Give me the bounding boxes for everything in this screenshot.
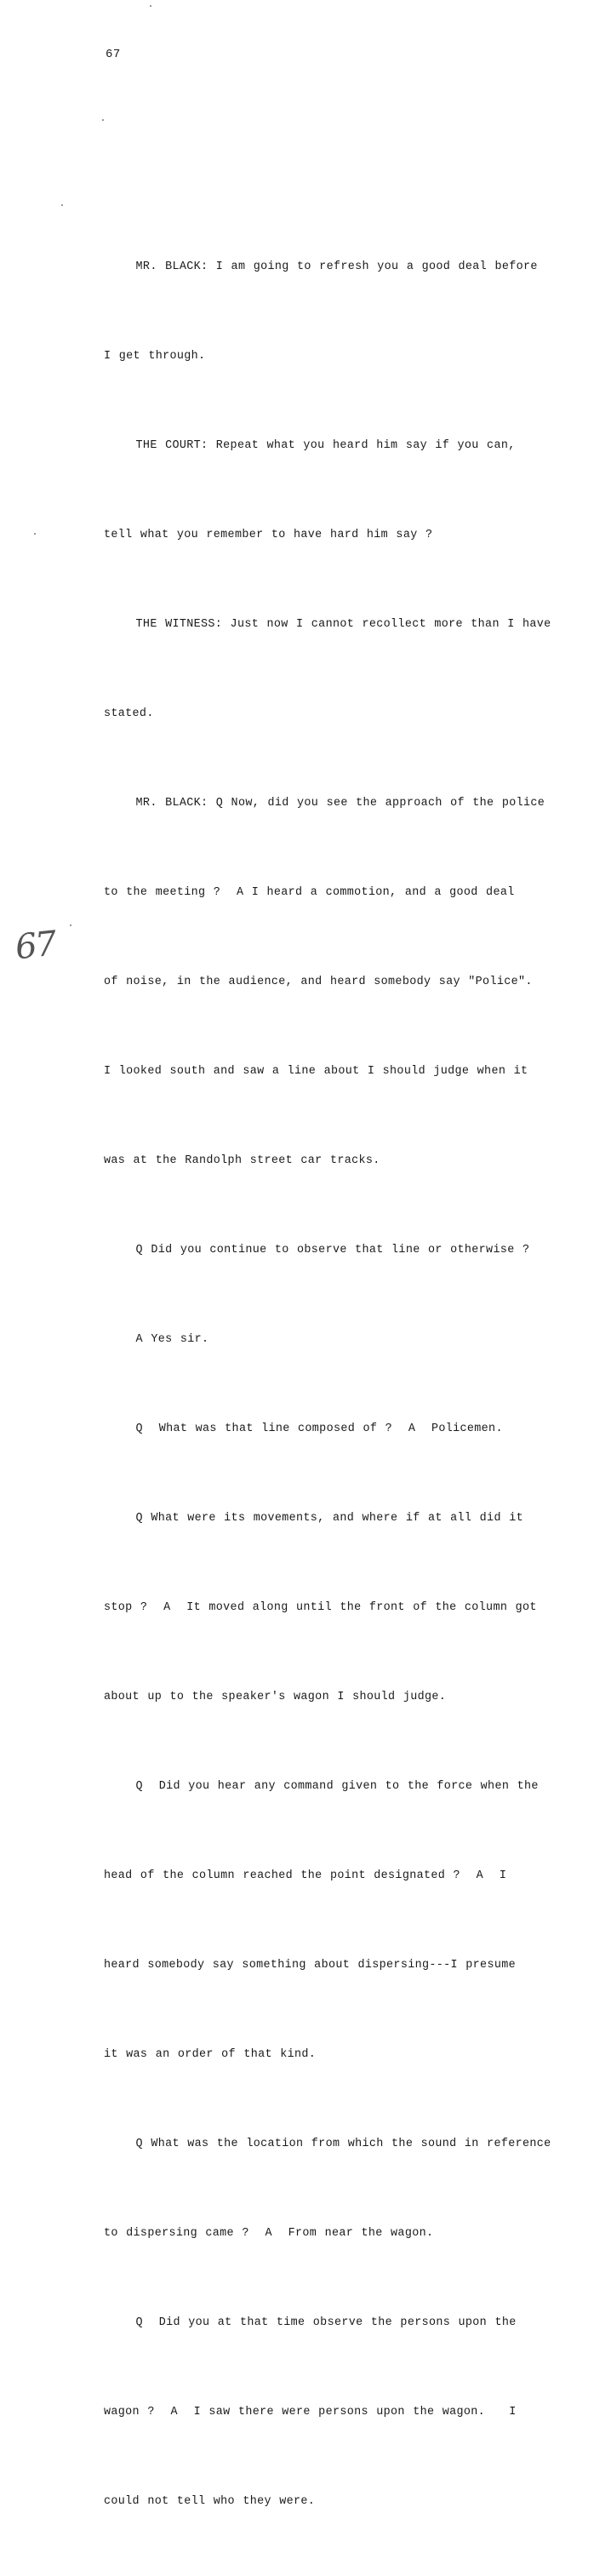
handwritten-page-number: 67: [13, 924, 58, 968]
transcript-line: stated.: [104, 707, 154, 720]
transcript-line: Q What was that line composed of ? A Policemen.: [104, 1423, 503, 1435]
transcript-line: Q Did you hear any command given to the force when the: [104, 1780, 539, 1793]
transcript-line: THE WITNESS: Just now I cannot recollect more than I have: [104, 618, 551, 631]
transcript-line: wagon ? A I saw there were persons upon the wagon. I: [104, 2406, 517, 2419]
transcript-line: it was an order of that kind.: [104, 2048, 317, 2061]
transcript-line: stop ? A It moved along until the front of the column got: [104, 1601, 537, 1614]
scan-speck: [150, 5, 151, 7]
scan-speck: [61, 204, 63, 206]
transcript-line: heard somebody say something about dispersing---I presume: [104, 1959, 516, 1972]
transcript-line: head of the column reached the point designated ? A I: [104, 1869, 507, 1882]
transcript-line: MR. BLACK: Q Now, did you see the approach of the police: [104, 797, 545, 810]
transcript-line: to dispersing came ? A From near the wagon.: [104, 2227, 434, 2240]
page-number: 67: [106, 48, 121, 61]
transcript-line: THE COURT: Repeat what you heard him say if you can,: [104, 439, 516, 452]
transcript-line: MR. BLACK: I am going to refresh you a good deal before: [104, 260, 538, 273]
transcript-line: to the meeting ? A I heard a commotion, and a good deal: [104, 886, 515, 899]
transcript-line: was at the Randolph street car tracks.: [104, 1154, 380, 1167]
transcript-line: of noise, in the audience, and heard somebody say "Police".: [104, 976, 533, 988]
scan-speck: [102, 119, 104, 121]
transcript-line: about up to the speaker's wagon I should judge.: [104, 1691, 447, 1703]
transcript-line: I looked south and saw a line about I should judge when it: [104, 1065, 528, 1078]
transcript-body: [104, 192, 580, 2576]
transcript-line: Q Did you continue to observe that line or otherwise ?: [104, 1244, 530, 1257]
transcript-line: could not tell who they were.: [104, 2495, 316, 2508]
transcript-line: A Yes sir.: [104, 1333, 209, 1346]
scan-speck: [70, 924, 71, 926]
transcript-line: I get through.: [104, 350, 206, 363]
transcript-line: Q What were its movements, and where if at all did it: [104, 1512, 523, 1525]
transcript-line: tell what you remember to have hard him say ?: [104, 529, 433, 541]
transcript-line: Q Did you at that time observe the persons upon the: [104, 2316, 517, 2329]
scan-speck: [34, 533, 36, 535]
transcript-line: Q What was the location from which the sound in reference: [104, 2138, 551, 2150]
